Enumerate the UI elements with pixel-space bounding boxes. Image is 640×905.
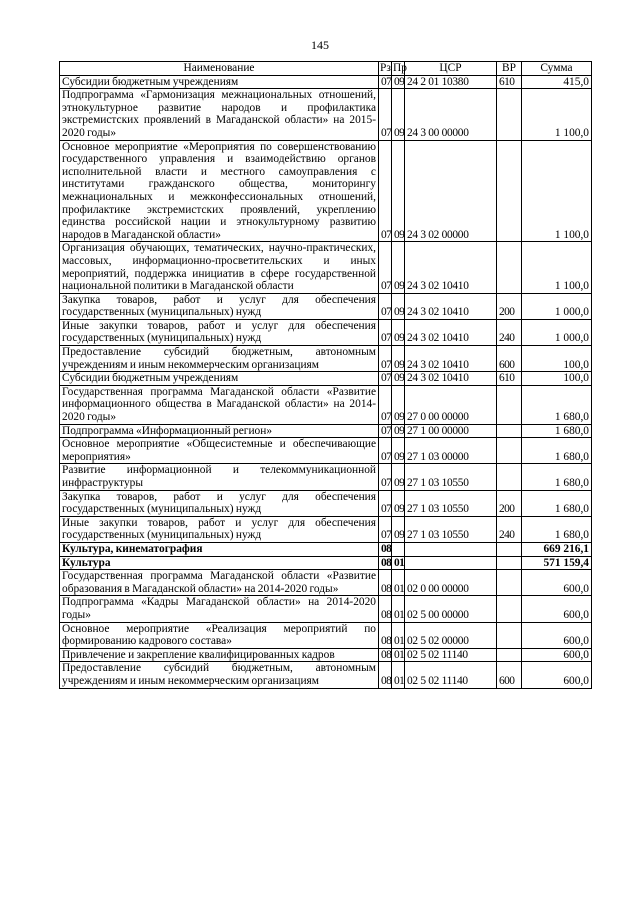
cell-pr: 09	[392, 140, 405, 242]
cell-csr	[405, 556, 497, 570]
cell-rz: 08	[379, 542, 392, 556]
cell-csr	[405, 542, 497, 556]
table-row	[60, 622, 592, 648]
table-row	[60, 542, 592, 556]
table-row	[60, 242, 592, 293]
cell-rz: 07	[379, 464, 392, 490]
cell-rz: 08	[379, 662, 392, 688]
header-pr: Пр	[393, 62, 407, 74]
cell-csr: 27 0 00 00000	[405, 385, 497, 424]
cell-csr: 24 3 02 10410	[405, 319, 497, 345]
cell-pr: 09	[392, 516, 405, 542]
cell-csr: 02 5 02 11140	[405, 648, 497, 662]
table-row	[60, 372, 592, 386]
cell-rz: 08	[379, 622, 392, 648]
cell-name: Иные закупки товаров, работ и услуг для обеспечения государственных (муниципальных) нужд	[60, 516, 379, 542]
cell-name: Культура, кинематография	[60, 542, 379, 556]
cell-rz: 07	[379, 242, 392, 293]
cell-sum: 1 680,0	[522, 516, 592, 542]
cell-vr	[497, 622, 522, 648]
cell-sum: 1 000,0	[522, 319, 592, 345]
cell-rz: 08	[379, 556, 392, 570]
cell-sum: 1 680,0	[522, 464, 592, 490]
table-row	[60, 346, 592, 372]
cell-rz: 08	[379, 570, 392, 596]
cell-name: Субсидии бюджетным учреждениям	[60, 75, 379, 89]
cell-pr: 09	[392, 438, 405, 464]
cell-pr: 09	[392, 490, 405, 516]
cell-name: Развитие информационной и телекоммуникационной инфраструктуры	[60, 464, 379, 490]
cell-rz: 07	[379, 372, 392, 386]
cell-csr: 24 3 02 10410	[405, 372, 497, 386]
cell-name: Иные закупки товаров, работ и услуг для обеспечения государственных (муниципальных) нужд	[60, 319, 379, 345]
cell-csr: 24 3 02 10410	[405, 293, 497, 319]
cell-csr: 27 1 03 00000	[405, 438, 497, 464]
cell-csr: 24 3 02 10410	[405, 346, 497, 372]
cell-pr: 01	[392, 622, 405, 648]
cell-vr	[497, 424, 522, 438]
cell-vr	[497, 556, 522, 570]
cell-sum: 1 680,0	[522, 438, 592, 464]
cell-sum: 1 680,0	[522, 385, 592, 424]
table-row	[60, 648, 592, 662]
table-row	[60, 438, 592, 464]
cell-name: Предоставление субсидий бюджетным, автономным учреждениям и иным некоммерческим организациям	[60, 346, 379, 372]
table-row	[60, 140, 592, 242]
cell-rz: 07	[379, 438, 392, 464]
cell-name: Основное мероприятие «Реализация мероприятий по формированию кадрового состава»	[60, 622, 379, 648]
header-name: Наименование	[60, 62, 379, 76]
header-sum: Сумма	[522, 62, 592, 76]
cell-vr: 600	[497, 662, 522, 688]
cell-pr: 09	[392, 424, 405, 438]
cell-name: Основное мероприятие «Мероприятия по совершенствованию государственного управления и взаимодействию органов исполнительной власти и местного самоуправления с институтами гражданского общества, мониторингу межнациональных и межконфессиональных отношений, профилактике экстремистских проявлений, укреплению единства российской нации и этнокультурному развитию народов в Магаданской области»	[60, 140, 379, 242]
cell-sum: 571 159,4	[522, 556, 592, 570]
cell-csr: 27 1 03 10550	[405, 490, 497, 516]
cell-vr	[497, 89, 522, 140]
cell-pr: 09	[392, 346, 405, 372]
cell-vr: 610	[497, 372, 522, 386]
cell-rz: 07	[379, 490, 392, 516]
cell-sum: 1 680,0	[522, 424, 592, 438]
cell-pr: 01	[392, 596, 405, 622]
cell-csr: 24 2 01 10380	[405, 75, 497, 89]
cell-vr: 200	[497, 490, 522, 516]
table-row	[60, 516, 592, 542]
cell-vr	[497, 385, 522, 424]
cell-name: Субсидии бюджетным учреждениям	[60, 372, 379, 386]
cell-name: Подпрограмма «Гармонизация межнациональных отношений, этнокультурное развитие народов и профилактика экстремистских проявлений в Магаданской области» на 2015-2020 годы»	[60, 89, 379, 140]
cell-csr: 24 3 02 10410	[405, 242, 497, 293]
table-row	[60, 662, 592, 688]
table-row	[60, 293, 592, 319]
cell-name: Государственная программа Магаданской области «Развитие информационного общества в Магаданской области» на 2014-2020 годы»	[60, 385, 379, 424]
cell-rz: 07	[379, 516, 392, 542]
table-row	[60, 490, 592, 516]
cell-pr: 09	[392, 464, 405, 490]
cell-rz: 07	[379, 89, 392, 140]
cell-rz: 08	[379, 648, 392, 662]
table-row	[60, 319, 592, 345]
cell-csr: 02 5 00 00000	[405, 596, 497, 622]
table-body	[60, 75, 592, 688]
cell-vr	[497, 570, 522, 596]
cell-name: Подпрограмма «Информационный регион»	[60, 424, 379, 438]
cell-pr: 09	[392, 242, 405, 293]
cell-pr: 01	[392, 556, 405, 570]
cell-csr: 24 3 00 00000	[405, 89, 497, 140]
cell-sum: 1 000,0	[522, 293, 592, 319]
cell-name: Подпрограмма «Кадры Магаданской области» на 2014-2020 годы»	[60, 596, 379, 622]
cell-sum: 100,0	[522, 372, 592, 386]
cell-vr	[497, 542, 522, 556]
budget-table	[59, 61, 592, 689]
table-header-row	[60, 62, 592, 76]
cell-sum: 100,0	[522, 346, 592, 372]
table-row	[60, 75, 592, 89]
cell-pr: 01	[392, 648, 405, 662]
cell-sum: 1 100,0	[522, 242, 592, 293]
cell-rz: 07	[379, 140, 392, 242]
cell-vr: 240	[497, 516, 522, 542]
cell-rz: 07	[379, 293, 392, 319]
cell-rz: 07	[379, 319, 392, 345]
header-csr: ЦСР	[405, 62, 497, 76]
page-number: 145	[311, 38, 329, 52]
cell-csr: 02 0 00 00000	[405, 570, 497, 596]
cell-csr: 24 3 02 00000	[405, 140, 497, 242]
cell-pr: 09	[392, 319, 405, 345]
table-row	[60, 556, 592, 570]
cell-vr: 600	[497, 346, 522, 372]
cell-sum: 600,0	[522, 662, 592, 688]
cell-vr	[497, 438, 522, 464]
cell-sum: 1 100,0	[522, 140, 592, 242]
cell-name: Привлечение и закрепление квалифицированных кадров	[60, 648, 379, 662]
cell-pr: 09	[392, 372, 405, 386]
table-row	[60, 570, 592, 596]
cell-pr: 09	[392, 75, 405, 89]
cell-name: Закупка товаров, работ и услуг для обеспечения государственных (муниципальных) нужд	[60, 293, 379, 319]
cell-rz: 07	[379, 385, 392, 424]
cell-name: Государственная программа Магаданской области «Развитие образования в Магаданской области» на 2014-2020 годы»	[60, 570, 379, 596]
cell-sum: 600,0	[522, 622, 592, 648]
cell-csr: 27 1 00 00000	[405, 424, 497, 438]
cell-name: Основное мероприятие «Общесистемные и обеспечивающие мероприятия»	[60, 438, 379, 464]
table-row	[60, 89, 592, 140]
table-row	[60, 596, 592, 622]
cell-csr: 02 5 02 00000	[405, 622, 497, 648]
cell-name: Закупка товаров, работ и услуг для обеспечения государственных (муниципальных) нужд	[60, 490, 379, 516]
cell-vr	[497, 648, 522, 662]
cell-rz: 07	[379, 75, 392, 89]
table-row	[60, 385, 592, 424]
cell-sum: 1 680,0	[522, 490, 592, 516]
cell-pr: 01	[392, 570, 405, 596]
header-vr: ВР	[497, 62, 522, 76]
cell-csr: 27 1 03 10550	[405, 516, 497, 542]
cell-sum: 600,0	[522, 648, 592, 662]
cell-vr	[497, 464, 522, 490]
cell-pr: 09	[392, 293, 405, 319]
cell-vr	[497, 596, 522, 622]
cell-name: Организация обучающих, тематических, научно-практических, массовых, информационно-просветительских и иных мероприятий, поддержка инициатив в сфере государственной национальной политики в Магаданской области	[60, 242, 379, 293]
cell-name: Культура	[60, 556, 379, 570]
cell-vr: 240	[497, 319, 522, 345]
cell-vr: 200	[497, 293, 522, 319]
cell-sum: 415,0	[522, 75, 592, 89]
cell-sum: 669 216,1	[522, 542, 592, 556]
cell-vr	[497, 140, 522, 242]
cell-pr: 09	[392, 385, 405, 424]
cell-rz: 07	[379, 346, 392, 372]
cell-pr	[392, 542, 405, 556]
table-row	[60, 424, 592, 438]
cell-csr: 27 1 03 10550	[405, 464, 497, 490]
cell-rz: 08	[379, 596, 392, 622]
cell-pr: 09	[392, 89, 405, 140]
cell-pr: 01	[392, 662, 405, 688]
cell-sum: 600,0	[522, 596, 592, 622]
cell-vr: 610	[497, 75, 522, 89]
cell-name: Предоставление субсидий бюджетным, автономным учреждениям и иным некоммерческим организациям	[60, 662, 379, 688]
cell-vr	[497, 242, 522, 293]
cell-rz: 07	[379, 424, 392, 438]
cell-csr: 02 5 02 11140	[405, 662, 497, 688]
header-rz: Рз	[380, 62, 391, 74]
cell-sum: 600,0	[522, 570, 592, 596]
cell-sum: 1 100,0	[522, 89, 592, 140]
table-row	[60, 464, 592, 490]
